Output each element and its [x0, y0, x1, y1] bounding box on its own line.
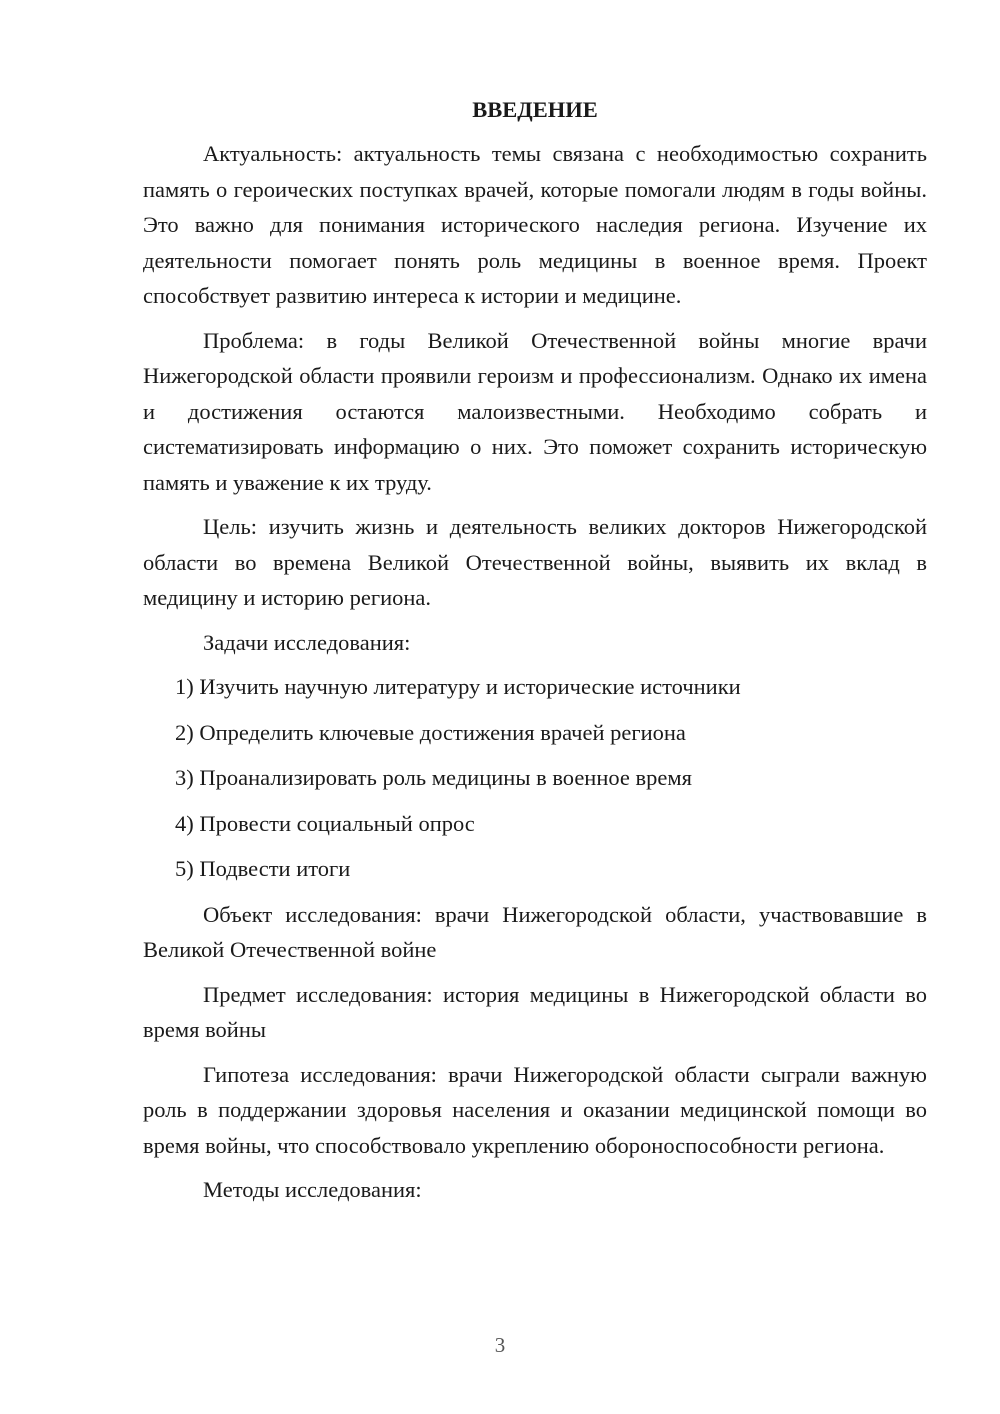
page-content	[143, 92, 927, 1217]
task-item: 4) Провести социальный опрос	[175, 810, 475, 836]
tasks-heading: Задачи исследования:	[203, 629, 411, 655]
problem-paragraph: Проблема: в годы Великой Отечественной войны многие врачи Нижегородской области проявили героизм и профессионализм. Однако их имена и достижения остаются малоизвестными. Необходимо собрать и систематизировать информацию о них. Это поможет сохранить историческую память и уважение к их труду.	[143, 327, 927, 495]
task-item: 3) Проанализировать роль медицины в военное время	[175, 765, 692, 790]
object-paragraph: Объект исследования: врачи Нижегородской области, участвовавшие в Великой Отечественной войне	[143, 901, 927, 962]
task-item: 1) Изучить научную литературу и исторические источники	[175, 674, 741, 699]
hypothesis-paragraph: Гипотеза исследования: врачи Нижегородской области сыграли важную роль в поддержании здоровья населения и оказании медицинской помощи во время войны, что способствовало укреплению обороноспособности региона.	[143, 1061, 927, 1158]
page-title: ВВЕДЕНИЕ	[472, 97, 598, 122]
relevance-paragraph: Актуальность: актуальность темы связана с необходимостью сохранить память о героических поступках врачей, которые помогали людям в годы войны. Это важно для понимания исторического наследия региона. Изучение их деятельности помогает понять роль медицины в военное время. Проект способствует развитию интереса к истории и медицине.	[143, 141, 927, 308]
goal-paragraph: Цель: изучить жизнь и деятельность великих докторов Нижегородской области во времена Великой Отечественной войны, выявить их вклад в медицину и историю региона.	[143, 514, 927, 610]
task-item: 5) Подвести итоги	[175, 856, 351, 881]
page-number: 3	[494, 1333, 506, 1357]
task-item: 2) Определить ключевые достижения врачей региона	[175, 719, 686, 745]
subject-paragraph: Предмет исследования: история медицины в Нижегородской области во время войны	[143, 981, 927, 1042]
methods-heading: Методы исследования:	[203, 1177, 422, 1202]
